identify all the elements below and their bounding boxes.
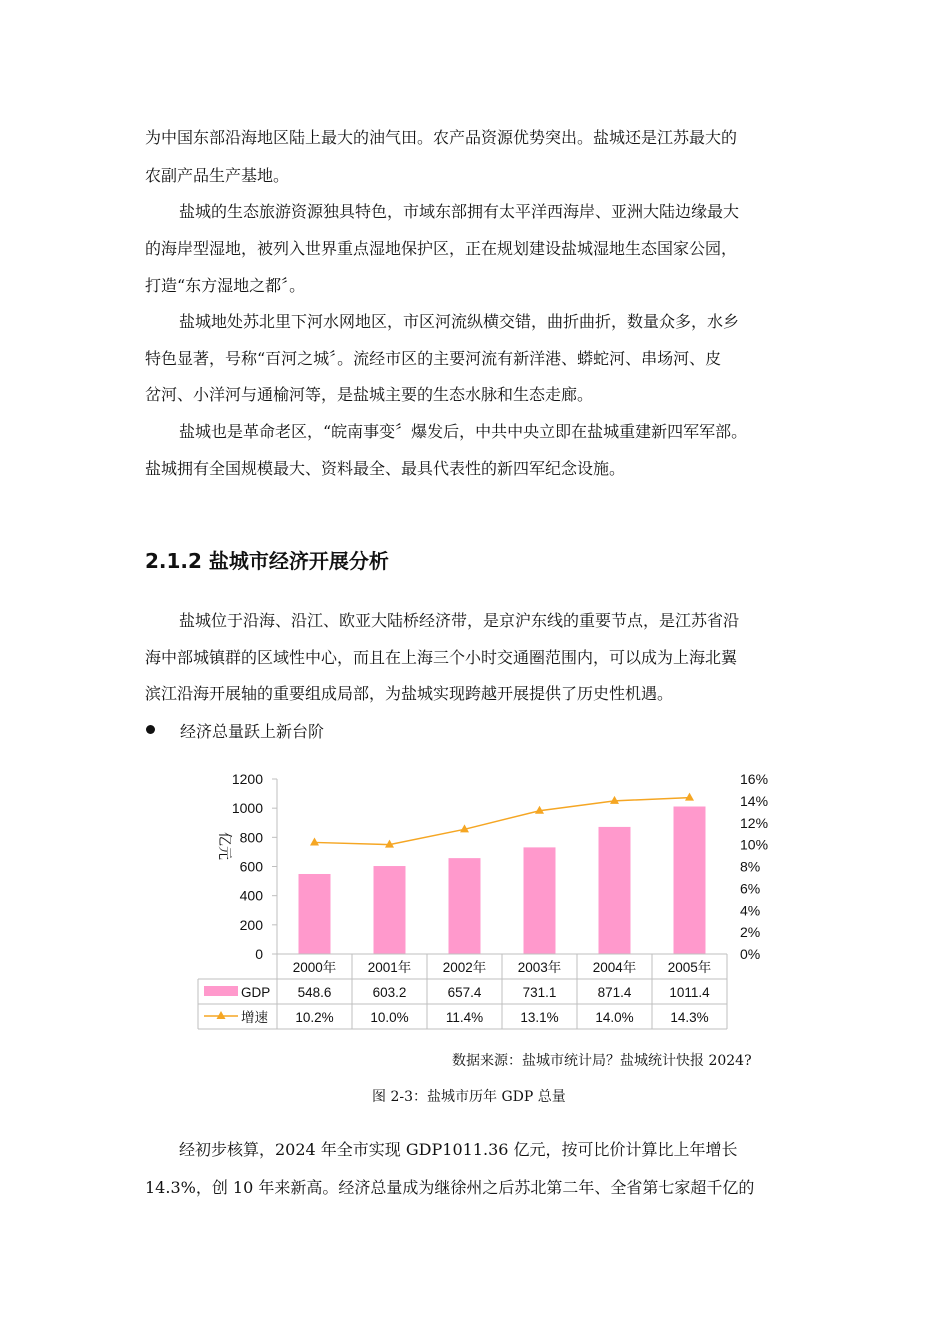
gdp-value-label: 871.4 — [597, 985, 632, 1000]
left-tick-label: 0 — [255, 946, 263, 962]
gdp-value-label: 657.4 — [447, 985, 482, 1000]
category-label: 2000年 — [292, 960, 337, 975]
growth-value-label: 10.0% — [370, 1010, 409, 1025]
text-line: 为中国东部沿海地区陆上最大的油气田。农产品资源优势突出。盐城还是江苏最大的 — [145, 128, 738, 147]
growth-line — [315, 798, 690, 845]
gdp-chart — [195, 762, 785, 1037]
category-label: 2003年 — [517, 960, 562, 975]
text-line: 海中部城镇群的区域性中心，而且在上海三个小时交通圈范围内，可以成为上海北翼 — [145, 648, 738, 667]
gdp-bar — [674, 807, 706, 954]
left-tick-label: 600 — [239, 858, 263, 875]
left-tick-label: 200 — [239, 916, 263, 933]
growth-value-label: 13.1% — [520, 1010, 559, 1025]
figure-caption: 图 2-3：盐城市历年 GDP 总量 — [372, 1089, 566, 1105]
y-axis-label: 亿元 — [216, 832, 232, 860]
gdp-bar — [374, 866, 406, 954]
text-line: 特色显著，号称“百河之城〞。流经市区的主要河流有新洋港、蟒蛇河、串场河、皮 — [145, 349, 722, 368]
text-line: 盐城位于沿海、沿江、欧亚大陆桥经济带，是京沪东线的重要节点，是江苏省沿 — [179, 611, 740, 630]
text-line: 滨江沿海开展轴的重要组成局部，为盐城实现跨越开展提供了历史性机遇。 — [145, 684, 674, 703]
growth-value-label: 14.0% — [595, 1010, 634, 1025]
section-heading: 2.1.2 盐城市经济开展分析 — [145, 549, 389, 573]
growth-legend-marker — [217, 1011, 226, 1019]
right-tick-label: 2% — [740, 924, 761, 941]
gdp-bar — [599, 827, 631, 954]
right-tick-label: 14% — [740, 792, 769, 809]
growth-legend-label: 增速 — [241, 1010, 268, 1026]
growth-point — [310, 837, 319, 845]
right-tick-label: 8% — [740, 858, 761, 875]
growth-point — [685, 793, 694, 801]
bullet-text: 经济总量跃上新台阶 — [180, 722, 325, 741]
growth-value-label: 14.3% — [670, 1010, 709, 1025]
category-label: 2002年 — [442, 960, 487, 975]
right-tick-label: 10% — [740, 836, 769, 853]
category-label: 2005年 — [667, 960, 712, 975]
text-line: 打造“东方湿地之都〞。 — [145, 276, 306, 295]
text-line: 盐城地处苏北里下河水网地区，市区河流纵横交错，曲折曲折，数量众多，水乡 — [179, 312, 740, 331]
gdp-bar — [524, 847, 556, 954]
right-tick-label: 4% — [740, 902, 761, 919]
gdp-bar — [299, 874, 331, 954]
left-tick-label: 1000 — [231, 800, 263, 817]
right-tick-label: 0% — [740, 946, 761, 962]
growth-point — [610, 796, 619, 804]
left-tick-label: 400 — [239, 887, 263, 904]
growth-value-label: 10.2% — [295, 1010, 334, 1025]
gdp-value-label: 603.2 — [372, 985, 407, 1000]
right-tick-label: 16% — [740, 771, 769, 787]
left-tick-label: 1200 — [231, 771, 263, 787]
text-line: 的海岸型湿地，被列入世界重点湿地保护区，正在规划建设盐城湿地生态国家公园， — [145, 239, 738, 258]
text-line: 岔河、小洋河与通榆河等，是盐城主要的生态水脉和生态走廊。 — [145, 385, 594, 404]
growth-value-label: 11.4% — [445, 1010, 484, 1025]
gdp-value-label: 1011.4 — [669, 985, 710, 1000]
gdp-bar — [449, 858, 481, 954]
bullet-dot-icon — [146, 725, 155, 734]
text-line: 农副产品生产基地。 — [145, 166, 290, 185]
text-line: 盐城也是革命老区，“皖南事变〞爆发后，中共中央立即在盐城重建新四军军部。 — [179, 422, 748, 441]
right-tick-label: 6% — [740, 880, 761, 897]
text-line: 盐城拥有全国规模最大、资料最全、最具代表性的新四军纪念设施。 — [145, 459, 626, 478]
text-line: 盐城的生态旅游资源独具特色，市域东部拥有太平洋西海岸、亚洲大陆边缘最大 — [179, 202, 740, 221]
gdp-value-label: 731.1 — [522, 985, 557, 1000]
text-line: 14.3%，创 10 年来新高。经济总量成为继徐州之后苏北第二年、全省第七家超千亿的 — [145, 1178, 755, 1197]
data-source: 数据来源：盐城市统计局？盐城统计快报 2024? — [452, 1053, 752, 1069]
left-tick-label: 800 — [239, 829, 263, 846]
right-tick-label: 12% — [740, 814, 769, 831]
category-label: 2001年 — [367, 960, 412, 975]
category-label: 2004年 — [592, 960, 637, 975]
gdp-legend-label: GDP — [241, 985, 271, 1000]
text-line: 经初步核算，2024 年全市实现 GDP1011.36 亿元，按可比价计算比上年增长 — [179, 1140, 738, 1159]
gdp-legend-swatch — [204, 986, 238, 996]
gdp-value-label: 548.6 — [297, 985, 332, 1000]
